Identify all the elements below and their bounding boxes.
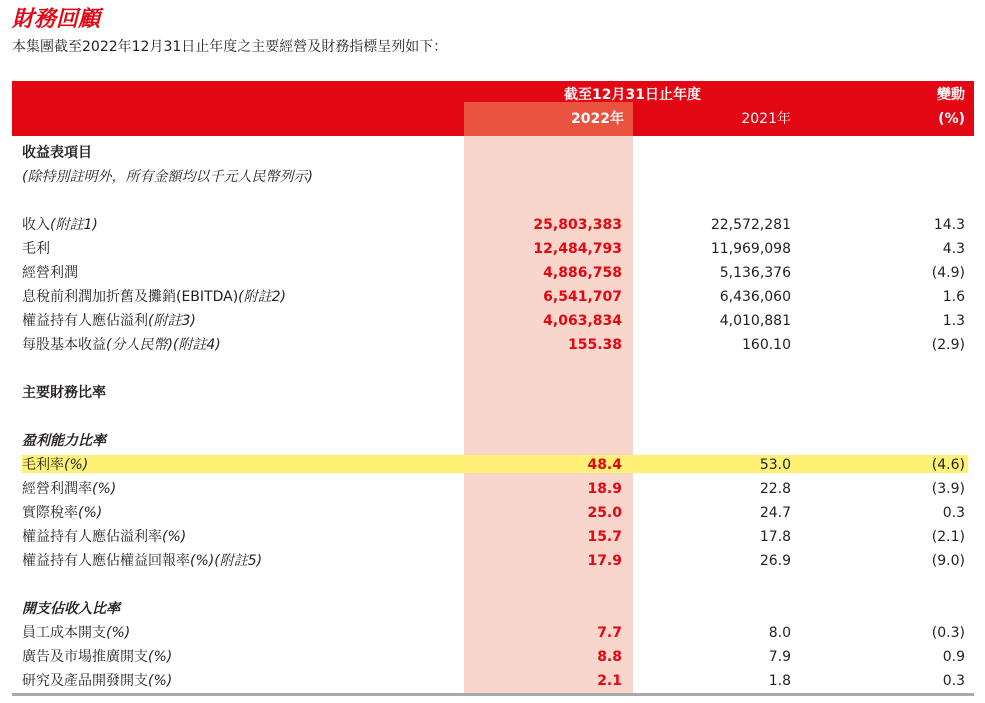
table-row	[0, 455, 985, 475]
value-change: 0.9	[942, 649, 965, 665]
value-2022: 25.0	[587, 505, 622, 521]
value-change: (4.9)	[931, 265, 965, 281]
value-2021: 5,136,376	[719, 265, 791, 281]
value-2021: 24.7	[759, 505, 791, 521]
row-label: 權益持有人應佔權益回報率(%)(附註5)	[22, 553, 263, 569]
row-label: 員工成本開支(%)	[22, 625, 131, 641]
value-change: (0.3)	[931, 625, 965, 641]
row-label: 毛利率(%)	[22, 457, 89, 473]
value-2022: 6,541,707	[543, 289, 622, 305]
value-2021: 7.9	[768, 649, 791, 665]
value-change: 0.3	[942, 505, 965, 521]
row-label: 息稅前利潤加折舊及攤銷(EBITDA)(附註2)	[22, 289, 287, 305]
table-bottom-rule	[12, 693, 974, 696]
table-row	[0, 503, 985, 523]
value-2022: 17.9	[587, 553, 622, 569]
page-title: 財務回顧	[12, 7, 101, 32]
value-change: 1.3	[942, 313, 965, 329]
subsection-heading-profitability	[0, 431, 985, 451]
value-2022: 2.1	[597, 673, 622, 689]
value-2022: 155.38	[567, 337, 622, 353]
value-2021: 53.0	[759, 457, 791, 473]
value-2021: 22.8	[759, 481, 791, 497]
value-change: 1.6	[942, 289, 965, 305]
table-row	[0, 215, 985, 235]
row-label: 毛利	[22, 241, 50, 257]
table-row	[0, 311, 985, 331]
value-change: 0.3	[942, 673, 965, 689]
header-change-unit: (%)	[938, 111, 965, 127]
row-label: 廣告及市場推廣開支(%)	[22, 649, 173, 665]
header-period: 截至12月31日止年度	[564, 87, 701, 103]
table-row	[0, 527, 985, 547]
value-2022: 18.9	[587, 481, 622, 497]
value-2022: 8.8	[597, 649, 622, 665]
value-2022: 4,063,834	[543, 313, 622, 329]
value-2021: 11,969,098	[710, 241, 791, 257]
value-change: (2.9)	[931, 337, 965, 353]
section-heading-ratios	[0, 383, 985, 403]
row-label: 經營利潤	[22, 265, 78, 281]
value-2022: 25,803,383	[533, 217, 622, 233]
section-heading-text: 收益表項目	[22, 145, 92, 161]
row-label: 每股基本收益(分人民幣)(附註4)	[22, 337, 221, 353]
income-note-row	[0, 167, 985, 187]
value-2022: 4,886,758	[543, 265, 622, 281]
table-row	[0, 647, 985, 667]
table-row	[0, 335, 985, 355]
value-2021: 17.8	[759, 529, 791, 545]
value-2021: 8.0	[768, 625, 791, 641]
row-label: 研究及產品開發開支(%)	[22, 673, 173, 689]
value-2022: 48.4	[587, 457, 622, 473]
table-row	[0, 287, 985, 307]
subsection-heading-text: 開支佔收入比率	[22, 601, 120, 617]
value-2021: 26.9	[759, 553, 791, 569]
value-change: (3.9)	[931, 481, 965, 497]
value-2021: 22,572,281	[710, 217, 791, 233]
value-2022: 7.7	[597, 625, 622, 641]
page-subtitle: 本集團截至2022年12月31日止年度之主要經營及財務指標呈列如下：	[12, 39, 448, 55]
header-change: 變動	[937, 87, 965, 103]
table-row	[0, 551, 985, 571]
value-2022: 15.7	[587, 529, 622, 545]
table-row	[0, 671, 985, 691]
section-heading-text: 主要財務比率	[22, 385, 106, 401]
amount-unit-note: (除特別註明外，所有金額均以千元人民幣列示)	[22, 169, 313, 185]
value-change: (9.0)	[931, 553, 965, 569]
value-2021: 6,436,060	[719, 289, 791, 305]
row-label: 實際稅率(%)	[22, 505, 103, 521]
row-label: 收入(附註1)	[22, 217, 98, 233]
section-heading-income	[0, 143, 985, 163]
row-label: 權益持有人應佔溢利率(%)	[22, 529, 187, 545]
table-row	[0, 479, 985, 499]
row-label: 權益持有人應佔溢利(附註3)	[22, 313, 196, 329]
table-row	[0, 623, 985, 643]
value-change: (2.1)	[931, 529, 965, 545]
table-row	[0, 263, 985, 283]
value-2021: 160.10	[742, 337, 791, 353]
value-2022: 12,484,793	[533, 241, 622, 257]
row-label: 經營利潤率(%)	[22, 481, 117, 497]
header-year-2022: 2022年	[571, 111, 624, 127]
table-row	[0, 239, 985, 259]
header-year-2021: 2021年	[741, 111, 791, 127]
value-change: 4.3	[942, 241, 965, 257]
value-change: (4.6)	[931, 457, 965, 473]
subsection-heading-expense	[0, 599, 985, 619]
subsection-heading-text: 盈利能力比率	[22, 433, 106, 449]
value-2021: 1.8	[768, 673, 791, 689]
value-2021: 4,010,881	[719, 313, 791, 329]
value-change: 14.3	[933, 217, 965, 233]
